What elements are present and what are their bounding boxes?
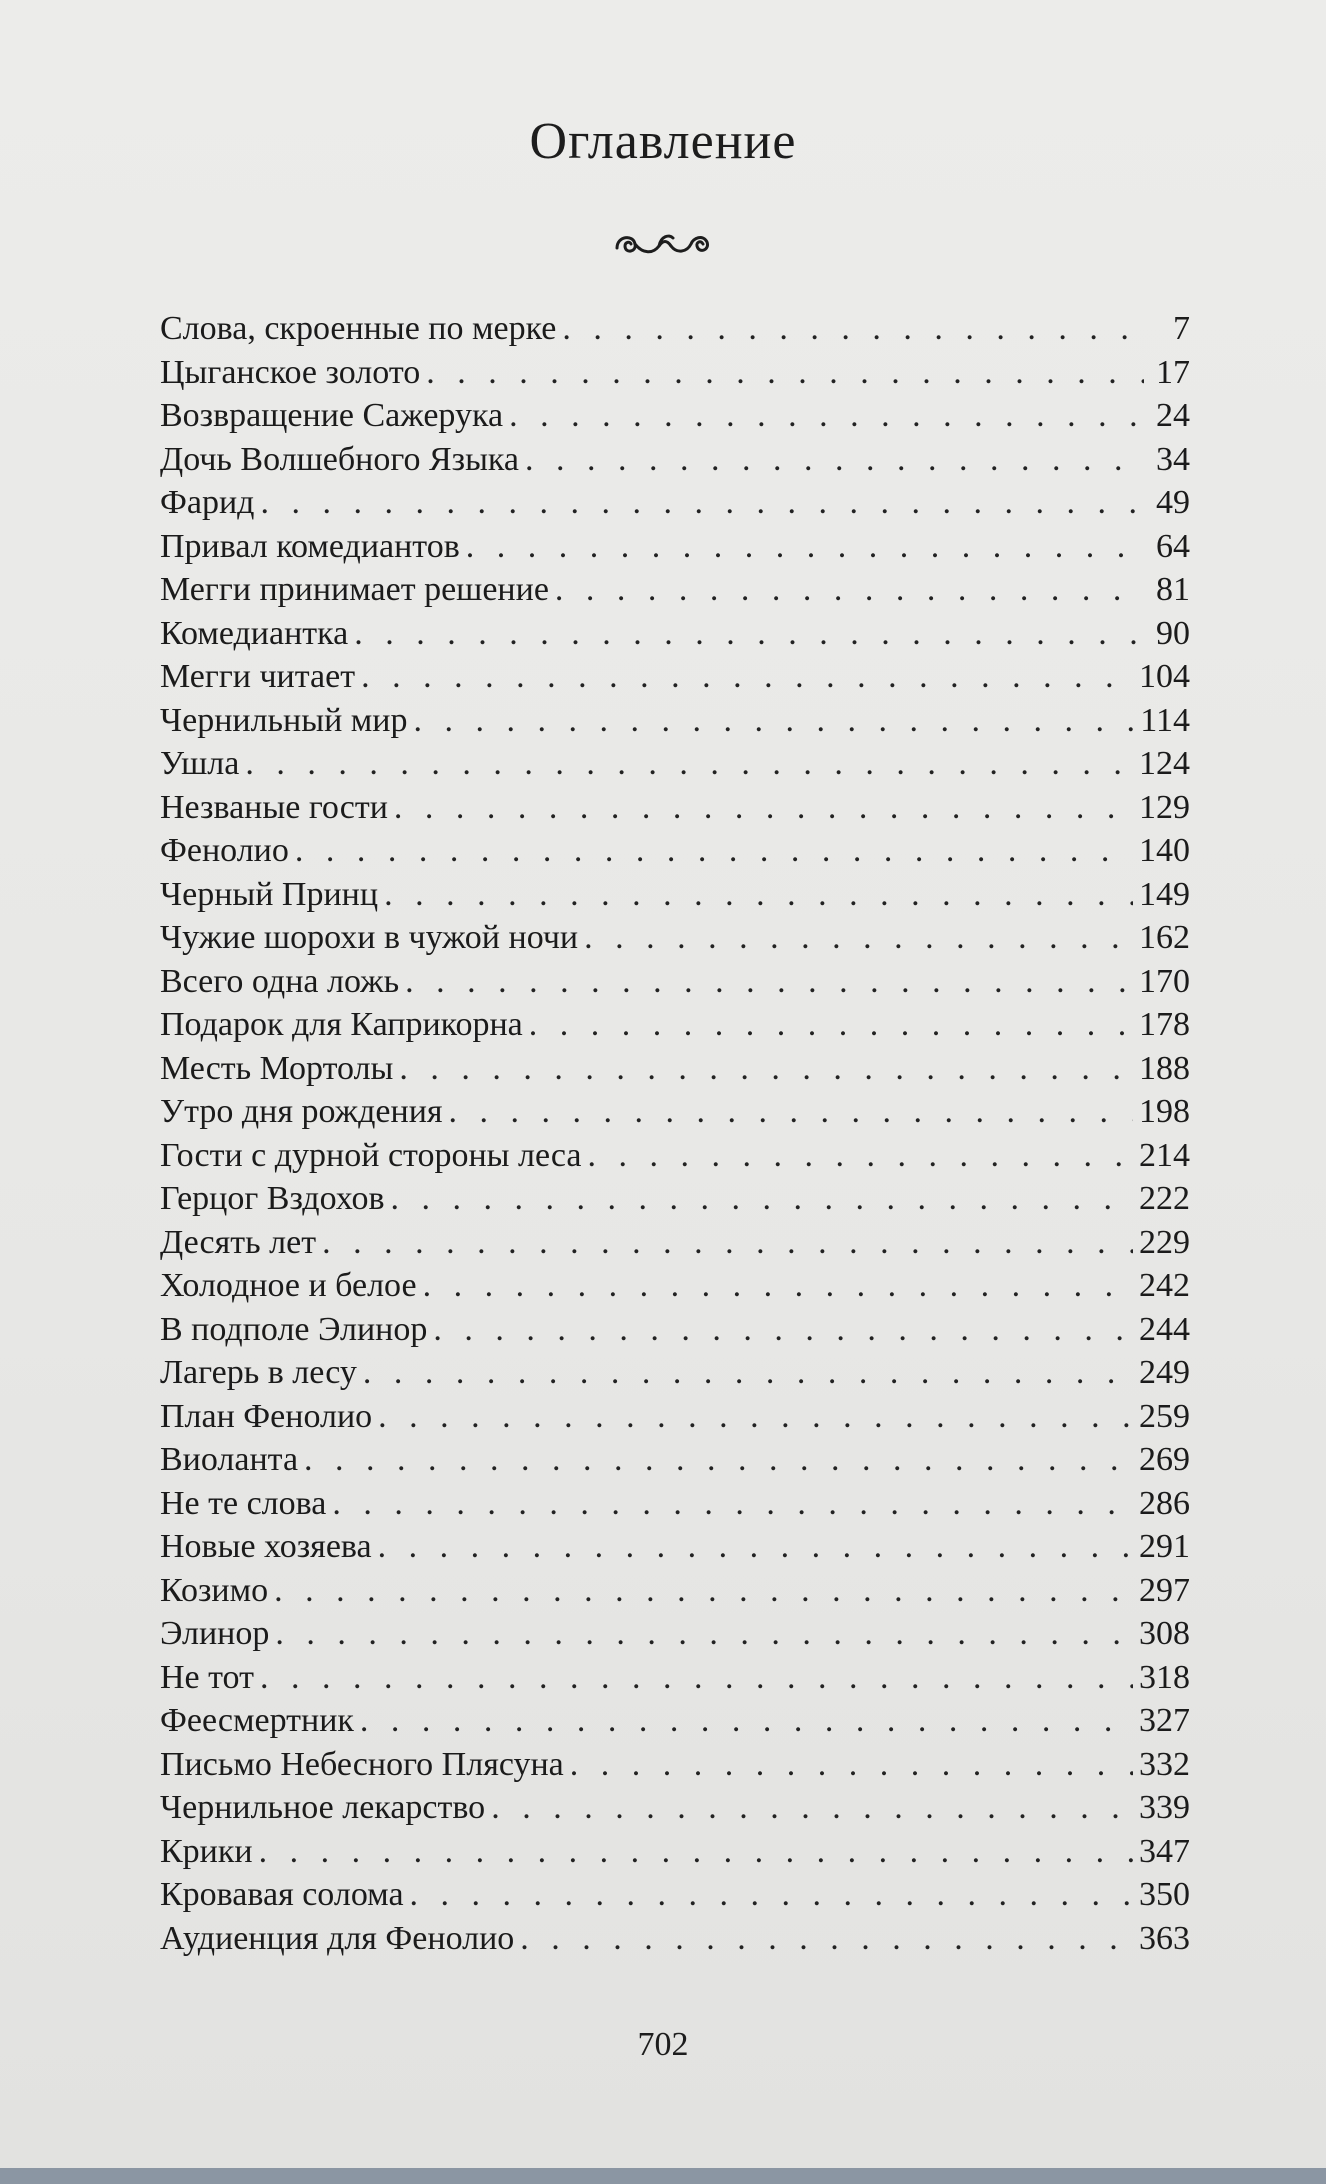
toc-leader-dots — [491, 1786, 1133, 1830]
toc-leader-dots — [410, 1873, 1133, 1917]
toc-leader-dots — [260, 1656, 1133, 1700]
toc-entry — [160, 655, 1190, 699]
toc-entry — [160, 612, 1190, 656]
toc-entry-title: Черный Принц — [160, 875, 379, 913]
toc-leader-dots — [259, 1830, 1133, 1874]
toc-entry-page: 198 — [1139, 1093, 1190, 1130]
toc-entry — [160, 1438, 1190, 1482]
toc-entry-page: 178 — [1139, 1006, 1190, 1043]
toc-entry-title: Утро дня рождения — [160, 1093, 443, 1130]
toc-entry-title: Лагерь в лесу — [160, 1354, 357, 1391]
toc-entry — [160, 1482, 1190, 1526]
toc-entry-page: 347 — [1139, 1832, 1190, 1870]
toc-entry — [160, 960, 1190, 1004]
toc-entry-title: Новые хозяева — [160, 1528, 372, 1565]
toc-entry-page: 242 — [1139, 1267, 1190, 1304]
toc-entry-title: Мегги принимает решение — [160, 571, 549, 608]
toc-leader-dots — [426, 351, 1144, 395]
toc-entry-page: 214 — [1139, 1136, 1190, 1174]
toc-leader-dots — [354, 612, 1144, 656]
toc-entry — [160, 1090, 1190, 1134]
toc-leader-dots — [570, 1743, 1133, 1787]
toc-leader-dots — [245, 742, 1133, 786]
toc-entry-title: Незваные гости — [160, 788, 388, 826]
toc-entry-title: Чернильный мир — [160, 701, 408, 739]
toc-entry-page: 269 — [1139, 1441, 1190, 1478]
toc-entry — [160, 568, 1190, 612]
toc-leader-dots — [384, 873, 1133, 917]
toc-entry — [160, 1264, 1190, 1308]
toc-leader-dots — [295, 829, 1133, 873]
toc-entry — [160, 1047, 1190, 1091]
toc-entry-title: Чернильное лекарство — [160, 1789, 486, 1826]
toc-entry-page: 170 — [1139, 962, 1190, 1000]
toc-leader-dots — [562, 307, 1144, 351]
toc-leader-dots — [394, 786, 1133, 830]
toc-leader-dots — [332, 1482, 1133, 1526]
toc-entry-page: 318 — [1139, 1658, 1190, 1696]
toc-leader-dots — [529, 1003, 1133, 1047]
toc-leader-dots — [423, 1264, 1133, 1308]
toc-leader-dots — [520, 1917, 1133, 1961]
toc-leader-dots — [433, 1308, 1133, 1352]
toc-entry-title: Кровавая солома — [160, 1876, 404, 1913]
toc-entry-page: 149 — [1139, 875, 1190, 913]
toc-leader-dots — [322, 1221, 1133, 1265]
toc-entry-title: Чужие шорохи в чужой ночи — [160, 919, 579, 956]
toc-entry-page: 64 — [1156, 527, 1190, 565]
toc-entry-page: 244 — [1139, 1310, 1190, 1348]
toc-entry-title: Герцог Вздохов — [160, 1180, 385, 1217]
toc-entry-title: Подарок для Каприкорна — [160, 1006, 523, 1043]
toc-entry — [160, 1308, 1190, 1352]
toc-entry-title: Мегги читает — [160, 658, 356, 695]
toc-entry-title: Ушла — [160, 745, 240, 782]
toc-leader-dots — [378, 1395, 1133, 1439]
toc-entry-title: Слова, скроенные по мерке — [160, 310, 557, 347]
toc-entry — [160, 916, 1190, 960]
toc-entry-page: 140 — [1139, 832, 1190, 869]
toc-entry-page: 24 — [1156, 397, 1190, 434]
toc-leader-dots — [587, 1134, 1133, 1178]
toc-entry — [160, 481, 1190, 525]
toc-entry — [160, 1743, 1190, 1787]
toc-entry-title: Гости с дурной стороны леса — [160, 1136, 582, 1174]
toc-leader-dots — [509, 394, 1144, 438]
toc-entry-page: 17 — [1156, 353, 1190, 391]
toc-entry-title: Дочь Волшебного Языка — [160, 440, 520, 478]
toc-entry-page: 339 — [1139, 1789, 1190, 1826]
toc-leader-dots — [399, 1047, 1133, 1091]
toc-leader-dots — [584, 916, 1133, 960]
toc-leader-dots — [405, 960, 1133, 1004]
toc-entry-title: Привал комедиантов — [160, 527, 460, 565]
toc-entry — [160, 1612, 1190, 1656]
toc-entry — [160, 1134, 1190, 1178]
toc-leader-dots — [260, 481, 1144, 525]
page-title: Оглавление — [529, 113, 797, 170]
toc-leader-dots — [466, 525, 1144, 569]
flourish-ornament-icon — [611, 224, 715, 260]
toc-entry — [160, 1177, 1190, 1221]
toc-entry-title: Фарид — [160, 484, 255, 521]
toc-entry — [160, 1221, 1190, 1265]
toc-leader-dots — [363, 1351, 1133, 1395]
toc-entry-title: Феесмертник — [160, 1702, 354, 1739]
page-bottom-edge — [0, 2168, 1326, 2184]
toc-entry — [160, 394, 1190, 438]
toc-leader-dots — [449, 1090, 1133, 1134]
toc-entry-title: Всего одна ложь — [160, 962, 400, 1000]
toc-entry-title: Возвращение Сажерука — [160, 397, 504, 434]
toc-entry — [160, 1395, 1190, 1439]
toc-entry — [160, 307, 1190, 351]
toc-entry-title: Виоланта — [160, 1441, 299, 1478]
toc-entry-page: 327 — [1139, 1702, 1190, 1739]
toc-entry-title: Цыганское золото — [160, 353, 421, 391]
toc-entry-title: Крики — [160, 1832, 253, 1870]
toc-entry-page: 249 — [1139, 1354, 1190, 1391]
toc-entry-page: 104 — [1139, 658, 1190, 695]
toc-entry-title: Аудиенция для Фенолио — [160, 1919, 515, 1957]
toc-entry — [160, 1351, 1190, 1395]
toc-entry-page: 90 — [1156, 614, 1190, 652]
toc-entry-page: 308 — [1139, 1615, 1190, 1652]
toc-entry-title: Десять лет — [160, 1223, 317, 1261]
toc-entry-page: 7 — [1173, 310, 1190, 347]
toc-entry — [160, 699, 1190, 743]
toc-entry-page: 188 — [1139, 1049, 1190, 1087]
toc-entry-page: 114 — [1140, 701, 1190, 739]
toc-entry-page: 34 — [1156, 440, 1190, 478]
toc-entry — [160, 1699, 1190, 1743]
toc-entry-page: 291 — [1139, 1528, 1190, 1565]
toc-entry-title: Письмо Небесного Плясуна — [160, 1745, 564, 1783]
page-number: 702 — [637, 2026, 689, 2063]
toc-entry-page: 222 — [1139, 1180, 1190, 1217]
toc-entry-title: Элинор — [160, 1615, 270, 1652]
toc-entry — [160, 1656, 1190, 1700]
toc-entry — [160, 1830, 1190, 1874]
toc-entry-page: 363 — [1139, 1919, 1190, 1957]
toc-entry-page: 81 — [1156, 571, 1190, 608]
toc-leader-dots — [360, 1699, 1133, 1743]
toc-entry-title: Холодное и белое — [160, 1267, 417, 1304]
toc-entry — [160, 1873, 1190, 1917]
toc-entry-title: Фенолио — [160, 832, 289, 869]
toc-entry-page: 162 — [1139, 919, 1190, 956]
toc-leader-dots — [274, 1569, 1133, 1613]
toc-entry-title: Комедиантка — [160, 614, 349, 652]
toc-entry — [160, 829, 1190, 873]
toc-entry — [160, 351, 1190, 395]
toc-leader-dots — [525, 438, 1144, 482]
toc-entry-page: 124 — [1139, 745, 1190, 782]
toc-leader-dots — [378, 1525, 1133, 1569]
toc-entry-page: 297 — [1139, 1571, 1190, 1609]
toc-entry-page: 229 — [1139, 1223, 1190, 1261]
toc-entry-page: 129 — [1139, 788, 1190, 826]
toc-entry — [160, 438, 1190, 482]
toc-leader-dots — [555, 568, 1144, 612]
toc-leader-dots — [361, 655, 1133, 699]
toc-leader-dots — [275, 1612, 1133, 1656]
toc-entry — [160, 525, 1190, 569]
toc-entry-page: 332 — [1139, 1745, 1190, 1783]
toc-entry-page: 259 — [1139, 1397, 1190, 1435]
toc-entry — [160, 742, 1190, 786]
toc-entry-title: План Фенолио — [160, 1397, 373, 1435]
toc-entry-title: Не те слова — [160, 1484, 327, 1522]
toc-leader-dots — [391, 1177, 1133, 1221]
toc-entry — [160, 873, 1190, 917]
toc-entry-title: Козимо — [160, 1571, 269, 1609]
toc-leader-dots — [414, 699, 1135, 743]
toc-entry — [160, 1525, 1190, 1569]
toc-entry-title: Не тот — [160, 1658, 254, 1696]
toc-entry-page: 350 — [1139, 1876, 1190, 1913]
toc-entry — [160, 1917, 1190, 1961]
toc-entry — [160, 1003, 1190, 1047]
toc-entry-page: 49 — [1156, 484, 1190, 521]
toc-entry-title: В подполе Элинор — [160, 1310, 428, 1348]
toc-entry — [160, 1569, 1190, 1613]
toc-entry-title: Месть Мортолы — [160, 1049, 394, 1087]
toc-leader-dots — [304, 1438, 1133, 1482]
toc-entry — [160, 786, 1190, 830]
table-of-contents — [160, 307, 1190, 1960]
toc-entry-page: 286 — [1139, 1484, 1190, 1522]
toc-entry — [160, 1786, 1190, 1830]
